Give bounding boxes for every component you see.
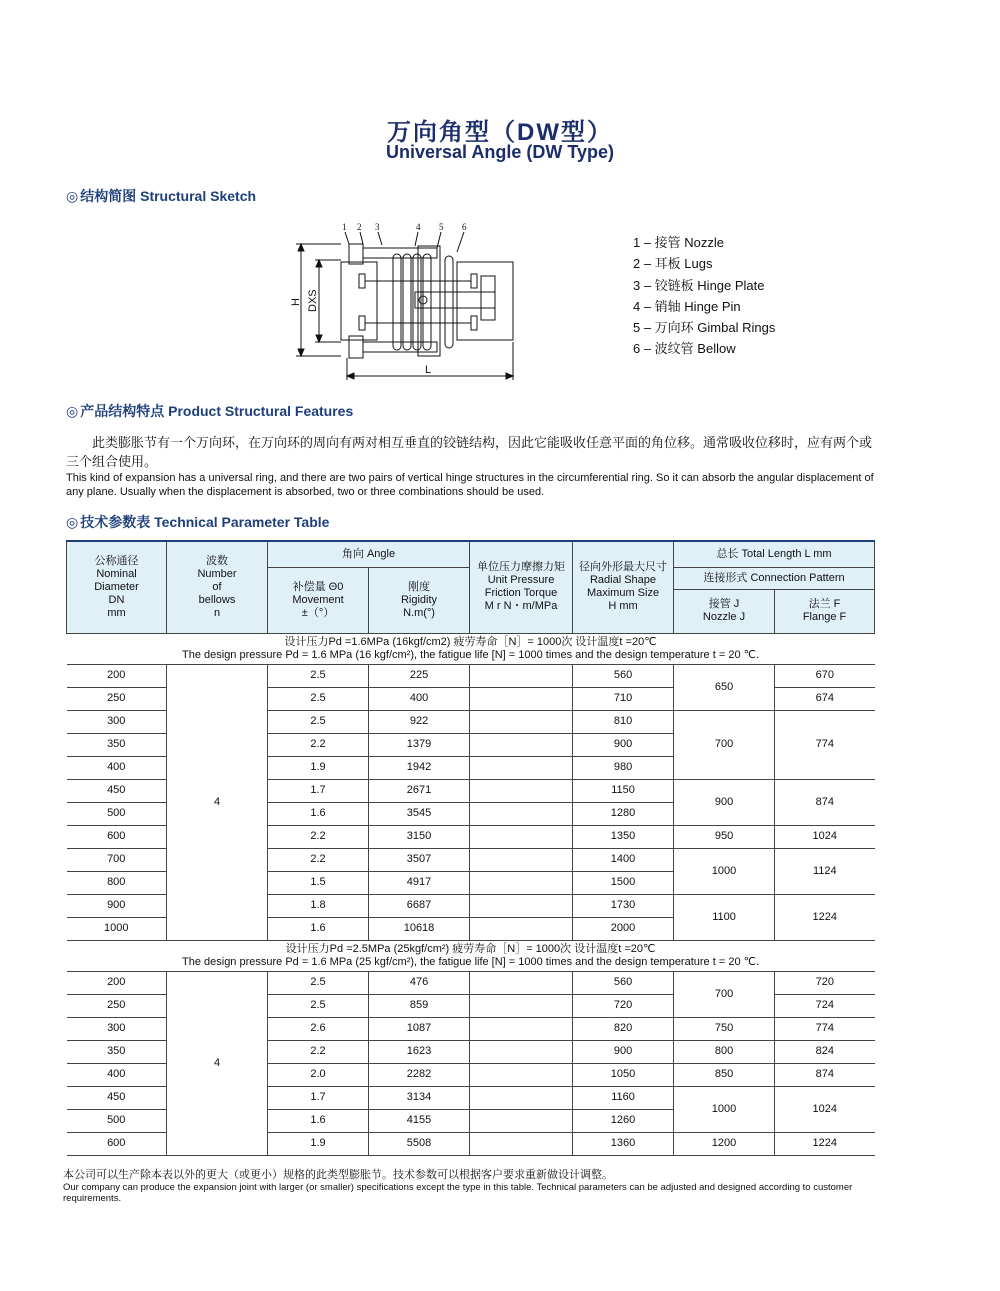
header-bellows: 波数 Number of bellows n [167, 541, 268, 633]
header-rigidity: 刚度 Rigidity N.m(°) [369, 567, 470, 633]
footer-note-cn: 本公司可以生产除本表以外的更大（或更小）规格的此类型膨胀节。技术参数可以根据客户要求重新做设计调整。 [63, 1169, 613, 1181]
section-title: 技术参数表 Technical Parameter Table [80, 514, 330, 530]
section-title: 结构简图 Structural Sketch [80, 188, 257, 204]
header-movement: 补偿量 Θ0 Movement ±（°） [268, 567, 369, 633]
dimension-h-label: H [290, 298, 302, 306]
header-angle: 角向 Angle [268, 541, 470, 567]
table-row: 200 4 2.5 476 560 700 720 [67, 971, 875, 994]
table-row: 200 4 2.5 225 560 650 670 [67, 664, 875, 687]
section-structural-sketch [66, 186, 256, 206]
table-row: 400 1.9 1942 980 [67, 756, 875, 779]
callout-6: 6 [462, 222, 467, 232]
table-row: 300 2.5 922 810 700 774 [67, 710, 875, 733]
callout-1: 1 [342, 222, 347, 232]
page-title-cn: 万向角型（DW型） [387, 119, 613, 146]
table-row: 450 1.7 2671 1150 900 874 [67, 779, 875, 802]
table-row: 400 2.0 2282 1050 850 874 [67, 1063, 875, 1086]
features-text-cn: 此类膨胀节有一个万向环，在万向环的周向有两对相互垂直的铰链结构，因此它能吸收任意平面的角位移。通常吸收位移时，应有两个或三个组合使用。 [66, 435, 873, 469]
callout-2: 2 [357, 222, 362, 232]
bullet-circle-icon: ◎ [66, 514, 79, 530]
callout-4: 4 [416, 222, 421, 232]
legend-item: 6 – 波纹管 Bellow [633, 341, 736, 357]
section-technical-parameters [66, 512, 329, 532]
table-row: 450 1.7 3134 1160 1000 1024 [67, 1086, 875, 1109]
header-flange: 法兰 F Flange F [775, 589, 875, 633]
table-row: 500 1.6 3545 1280 [67, 802, 875, 825]
bellows-count: 4 [167, 971, 268, 1155]
table-row: 1000 1.6 10618 2000 [67, 917, 875, 940]
legend-item: 1 – 接管 Nozzle [633, 235, 725, 250]
structural-sketch-diagram [285, 218, 535, 388]
table-row: 600 1.9 5508 1360 1200 1224 [67, 1132, 875, 1155]
legend-item: 4 – 销轴 Hinge Pin [633, 298, 741, 314]
sketch-legend [633, 232, 775, 360]
callout-5: 5 [439, 222, 444, 232]
bullet-circle-icon: ◎ [66, 403, 79, 419]
table-row: 350 2.2 1623 900 800 824 [67, 1040, 875, 1063]
design-conditions-note: 设计压力Pd =1.6MPa (16kgf/cm2) 疲劳寿命［N］= 1000次 设计温度t =20℃ The design pressure Pd = 1.6 MPa (16 kgf/cm²), the fatigue life [N] = 1000 times and the design temperature t = 20 ℃. [67, 633, 875, 664]
table-row: 500 1.6 4155 1260 [67, 1109, 875, 1132]
legend-item: 2 – 耳板 Lugs [633, 256, 713, 272]
legend-item: 3 – 铰链板 Hinge Plate [633, 277, 765, 293]
page-title-en: Universal Angle (DW Type) [385, 142, 615, 162]
header-total-length: 总长 Total Length L mm [674, 541, 875, 567]
table-row: 350 2.2 1379 900 [67, 733, 875, 756]
section-title: 产品结构特点 Product Structural Features [80, 403, 354, 419]
header-connection-pattern: 连接形式 Connection Pattern [674, 567, 875, 589]
table-row: 250 2.5 859 720 724 [67, 994, 875, 1017]
table-row: 300 2.6 1087 820 750 774 [67, 1017, 875, 1040]
header-dn: 公称通径 Nominal Diameter DN mm [67, 541, 167, 633]
technical-parameter-table [66, 540, 875, 1156]
dimension-l-label: L [425, 364, 432, 376]
dimension-dxs-label: DXS [307, 289, 319, 312]
bullet-circle-icon: ◎ [66, 188, 79, 204]
header-torque: 单位压力摩擦力矩 Unit Pressure Friction Torque M r N・m/MPa [470, 541, 573, 633]
table-row: 700 2.2 3507 1400 1000 1124 [67, 848, 875, 871]
header-nozzle: 接管 J Nozzle J [674, 589, 775, 633]
features-text-en: This kind of expansion has a universal ring, and there are two pairs of vertical hinge structures in the circumferential ring. So it can absorb the angular displacement of any plane. Usually when the displacement is absorbed, two or three combinations should be used. [66, 472, 874, 498]
callout-3: 3 [375, 222, 380, 232]
table-row: 600 2.2 3150 1350 950 1024 [67, 825, 875, 848]
header-radial-size: 径向外形最大尺寸 Radial Shape Maximum Size H mm [573, 541, 674, 633]
bellows-count: 4 [167, 664, 268, 940]
table-row: 250 2.5 400 710 674 [67, 687, 875, 710]
table-row: 900 1.8 6687 1730 1100 1224 [67, 894, 875, 917]
footer-note-en: Our company can produce the expansion joint with larger (or smaller) specifications except the type in this table. Technical parameters can be adjusted and designed according to customer requirements. [63, 1182, 853, 1204]
section-product-features [66, 401, 353, 421]
legend-item: 5 – 万向环 Gimbal Rings [633, 320, 776, 336]
table-row: 800 1.5 4917 1500 [67, 871, 875, 894]
design-conditions-note: 设计压力Pd =2.5MPa (25kgf/cm²) 疲劳寿命［N］= 1000次 设计温度t =20℃ The design pressure Pd = 1.6 MPa (25 kgf/cm²), the fatigue life [N] = 1000 times and the design temperature t = 20 ℃. [67, 940, 875, 971]
